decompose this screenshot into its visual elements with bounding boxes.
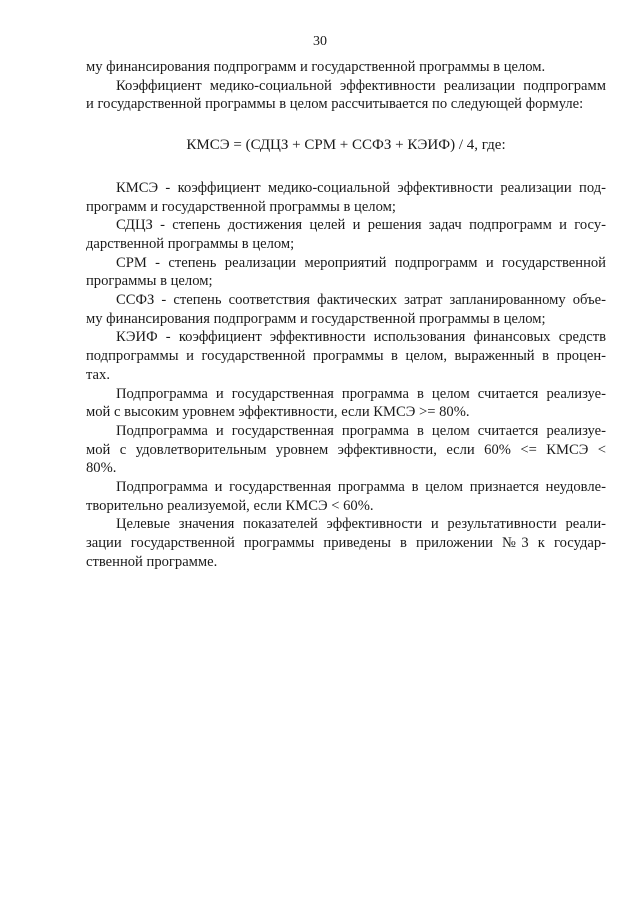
text-line: Подпрограмма и государственная программа в целом считается реализуе- [116, 385, 606, 402]
paragraph-unsatisfactory [86, 478, 606, 515]
text-line: программ и государственной программы в целом; [86, 198, 396, 215]
definition-keif [86, 328, 606, 384]
page-number: 30 [313, 34, 327, 49]
text-line: подпрограммы и государственной программы в целом, выраженный в процен- [86, 348, 606, 365]
paragraph-high-efficiency [86, 385, 606, 422]
text-line: Подпрограмма и государственная программа в целом признается неудовле- [116, 479, 606, 496]
text-line: мой с высоким уровнем эффективности, если КМСЭ >= 80%. [86, 404, 470, 421]
text-line: ССФЗ - степень соответствия фактических затрат запланированному объе- [116, 292, 606, 309]
text-line: Целевые значения показателей эффективности и результативности реали- [116, 516, 606, 533]
text-line: Коэффициент медико-социальной эффективности реализации подпрограмм [116, 77, 606, 94]
definition-sdcz [86, 216, 606, 253]
formula: КМСЭ = (СДЦЗ + СРМ + ССФЗ + КЭИФ) / 4, где: [186, 137, 506, 154]
paragraph-target-values [86, 515, 606, 571]
text-line: Подпрограмма и государственная программа в целом считается реализуе- [116, 422, 606, 439]
text-line: КМСЭ - коэффициент медико-социальной эффективности реализации под- [116, 179, 606, 196]
text-line: зации государственной программы приведены в приложении №3 к государ- [86, 535, 606, 552]
text-line: творительно реализуемой, если КМСЭ < 60%. [86, 497, 374, 514]
text-line: ственной программе. [86, 553, 218, 570]
paragraph-formula-intro [86, 77, 606, 114]
text-line: му финансирования подпрограмм и государственной программы в целом; [86, 310, 546, 327]
text-line: и государственной программы в целом рассчитывается по следующей формуле: [86, 96, 584, 113]
text-line: дарственной программы в целом; [86, 235, 295, 252]
definition-ssfz [86, 291, 606, 328]
text-line: му финансирования подпрограмм и государственной программы в целом. [86, 59, 546, 75]
definition-srm [86, 254, 606, 291]
text-line: СРМ - степень реализации мероприятий подпрограмм и государственной [116, 254, 606, 271]
document-body [86, 58, 606, 572]
text-line: тах. [86, 366, 110, 383]
definition-kmse [86, 179, 606, 216]
paragraph-continuation [86, 58, 606, 77]
text-line: мой с удовлетворительным уровнем эффективности, если 60% <= КМСЭ < [86, 441, 606, 458]
text-line: программы в целом; [86, 273, 213, 290]
text-line: СДЦЗ - степень достижения целей и решения задач подпрограмм и госу- [116, 217, 606, 234]
paragraph-satisfactory-efficiency [86, 422, 606, 478]
text-line: 80%. [86, 460, 117, 477]
text-line: КЭИФ - коэффициент эффективности использования финансовых средств [116, 329, 606, 346]
